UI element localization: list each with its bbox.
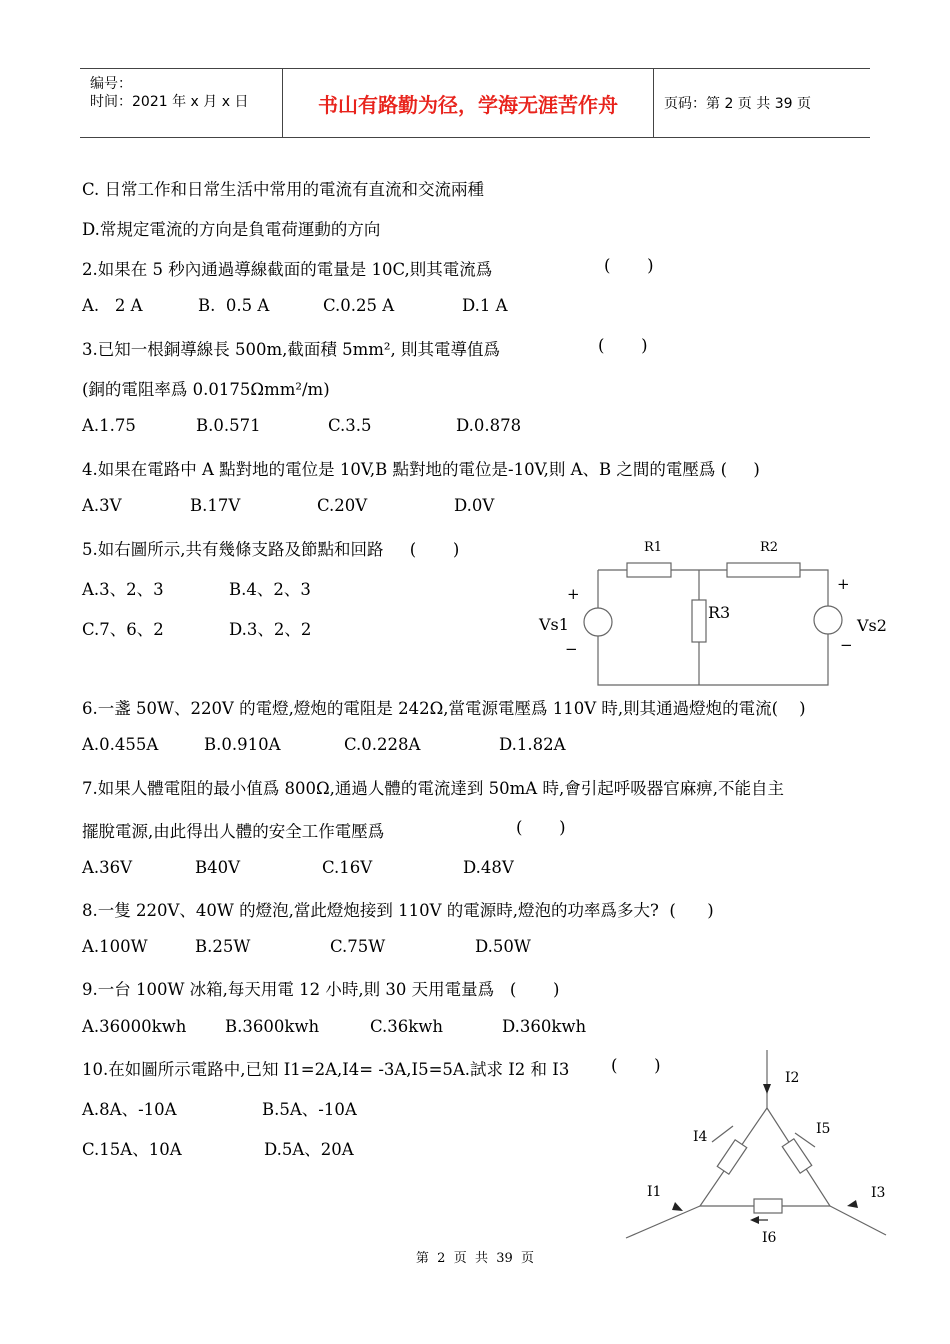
i4-label: I4 [693,1129,708,1145]
option: A. 2 A [82,296,143,315]
page-label: 页码：第 2 页 共 39 页 [664,96,811,112]
option: C.15A、10A [82,1140,182,1159]
flow-arrow [712,1126,733,1142]
option: C.16V [322,858,373,877]
i2-label: I2 [785,1070,800,1086]
minus-sign: − [840,636,853,654]
motto: 书山有路勤为径，学海无涯苦作舟 [283,69,654,137]
option: D.360kwh [502,1017,587,1036]
question-7-cont: 擺脫電源,由此得出人體的安全工作電壓爲 [82,822,385,841]
i3-label: I3 [871,1185,886,1201]
option: A.8A、-10A [82,1100,177,1119]
option: B.0.571 [196,416,261,435]
option: D.50W [475,937,531,956]
i6-label: I6 [762,1230,777,1246]
answer-paren: ( ) [611,1056,661,1075]
option: D.48V [463,858,514,877]
i1-label: I1 [647,1184,662,1200]
option: B.17V [190,496,241,515]
option: A.3V [82,496,122,515]
resistor-r2 [727,563,800,577]
arrow-head-icon [750,1216,759,1224]
circuit-diagram-1 [530,530,910,690]
vs2-label: Vs2 [857,616,887,635]
plus-sign: + [837,575,850,593]
option: B.25W [195,937,251,956]
page-footer: 第 2 页 共 39 页 [415,1251,535,1266]
option: B40V [195,858,241,877]
r3-label: R3 [708,603,731,622]
minus-sign: − [565,640,578,658]
option: A.36000kwh [82,1017,187,1036]
question-2: 2.如果在 5 秒內通過導線截面的電量是 10C,則其電流爲 [82,260,493,279]
question-5: 5.如右圖所示,共有幾條支路及節點和回路 ( ) [82,540,460,559]
resistor-r1 [627,563,671,577]
option-c-line: C. 日常工作和日常生活中常用的電流有直流和交流兩種 [82,180,485,199]
question-4: 4.如果在電路中 A 點對地的電位是 10V,B 點對地的電位是-10V,則 A、B 之間的電壓爲 ( ) [82,460,760,479]
option: C.0.228A [344,735,421,754]
question-8: 8.一隻 220V、40W 的燈泡,當此燈炮接到 110V 的電源時,燈泡的功率爲多大? ( ) [82,901,714,920]
option: C.0.25 A [323,296,395,315]
question-6: 6.一盞 50W、220V 的電燈,燈炮的電阻是 242Ω,當電源電壓爲 110V 時,則其通過燈炮的電流( ) [82,699,806,718]
option: D.1 A [462,296,508,315]
option: A.1.75 [82,416,136,435]
date-label: 时间：2021 年 x 月 x 日 [90,94,249,110]
option: B. 0.5 A [198,296,270,315]
option: C.36kwh [370,1017,444,1036]
serial-label: 编号： [90,76,132,92]
option: A.0.455A [82,735,159,754]
arrow-head-icon [763,1084,771,1094]
r2-label: R2 [760,540,779,555]
answer-paren: ( ) [604,256,654,275]
arrow-head-icon [672,1202,683,1211]
circuit-wire [700,1108,830,1206]
resistor-i5 [782,1139,812,1173]
answer-paren: ( ) [516,818,566,837]
page-header [80,68,870,138]
option: B.5A、-10A [262,1100,357,1119]
resistor-i6 [754,1199,782,1213]
arrow-head-icon [847,1200,858,1208]
circuit-diagram-2 [620,1040,900,1250]
option: D.0V [454,496,495,515]
option: B.0.910A [204,735,281,754]
question-3-note: (銅的電阻率爲 0.0175Ωmm²/m) [82,380,330,399]
r1-label: R1 [644,540,663,555]
vs1-label: Vs1 [539,615,569,634]
question-10: 10.在如圖所示電路中,已知 I1=2A,I4= -3A,I5=5A.試求 I2 和 I3 [82,1060,570,1079]
question-7: 7.如果人體電阻的最小值爲 800Ω,通過人體的電流達到 50mA 時,會引起呼吸器官麻痹,不能自主 [82,779,784,798]
voltage-source-vs1 [584,608,612,636]
question-9: 9.一台 100W 冰箱,每天用電 12 小時,則 30 天用電量爲 ( ) [82,980,560,999]
resistor-r3 [692,600,706,642]
option-d-line: D.常規定電流的方向是負電荷運動的方向 [82,220,381,239]
plus-sign: + [567,585,580,603]
option: A.36V [82,858,133,877]
option: D.0.878 [456,416,522,435]
option: A.100W [82,937,148,956]
option: A.3、2、3 [82,580,164,599]
i5-label: I5 [816,1121,831,1137]
option: C.3.5 [328,416,372,435]
answer-paren: ( ) [598,336,648,355]
voltage-source-vs2 [814,606,842,634]
circuit-wire [598,570,828,685]
option: C.7、6、2 [82,620,164,639]
option: B.3600kwh [225,1017,320,1036]
option: C.75W [330,937,386,956]
option: D.3、2、2 [229,620,312,639]
option: C.20V [317,496,368,515]
question-3: 3.已知一根銅導線長 500m,截面積 5mm², 則其電導值爲 [82,340,501,359]
option: B.4、2、3 [229,580,311,599]
option: D.5A、20A [264,1140,354,1159]
option: D.1.82A [499,735,566,754]
header-meta-cell [80,69,283,137]
resistor-i4 [717,1140,747,1174]
